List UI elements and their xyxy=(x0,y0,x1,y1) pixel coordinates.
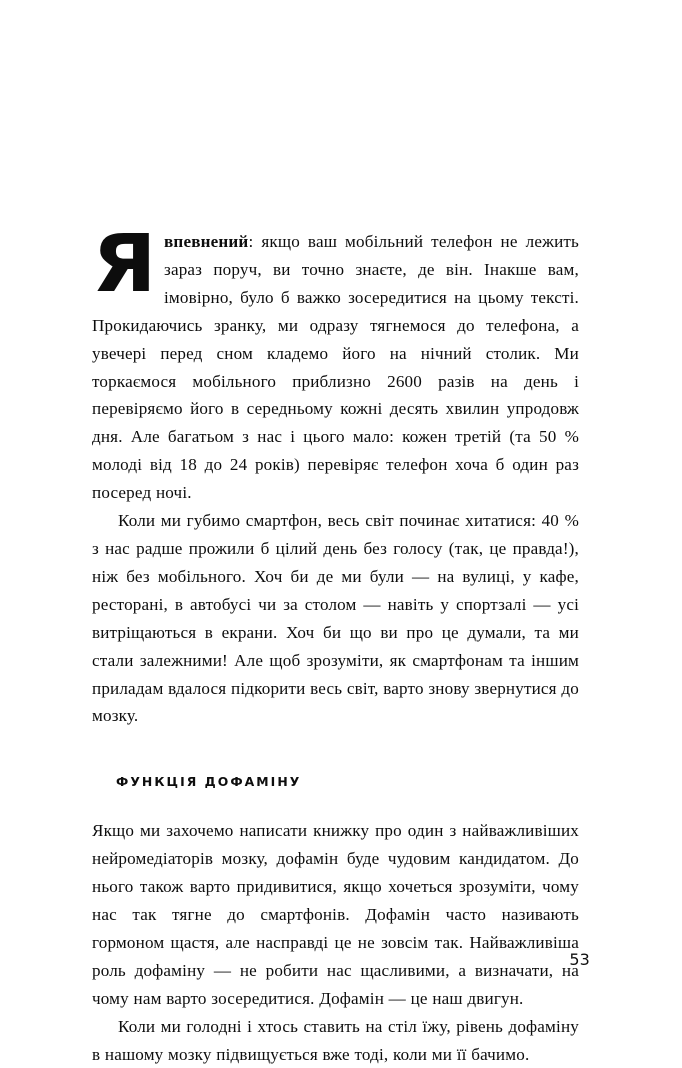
text-column xyxy=(92,218,579,1068)
paragraph-opening-text: : якщо ваш мобільний телефон не лежить зараз поруч, ви точно знаєте, де він. Інакше вам, імовірно, було б важко зосередитися на цьому тексті. Прокидаючись зранку, ми одразу тягнемося до телефона, а увечері перед сном кладемо його на нічний столик. Ми торкаємося мобільного приблизно 2600 разів на день і перевіряємо його в середньому кожні десять хвилин упродовж дня. Але багатьом з нас і цього мало: кожен третій (та 50 % молоді від 18 до 24 років) перевіряє телефон хоча б один раз посеред ночі. xyxy=(92,232,579,503)
heading-spacer-below xyxy=(92,789,579,817)
paragraph-hunger-dopamine: Коли ми голодні і хтось ставить на стіл їжу, рівень дофаміну в нашому мозку підвищується вже тоді, коли ми її бачимо. xyxy=(92,1016,579,1064)
drop-cap-letter: Я xyxy=(92,218,157,310)
paragraph-dopamine-intro: Якщо ми захочемо написати книжку про один з найважливіших нейромедіаторів мозку, дофамін буде чудовим кандидатом. До нього також варто придивитися, якщо хочеться зрозуміти, чому нас так тягне до смартфонів. Дофамін часто називають гормоном щастя, але насправді це не зовсім так. Найважливіша роль дофаміну — не робити нас щасливими, а визначати, на чому нам варто зосередитися. Дофамін — це наш двигун. xyxy=(92,821,579,1008)
lead-bold-word: впевнений xyxy=(164,232,249,251)
section-heading-dopamine-function: ФУНКЦІЯ ДОФАМІНУ xyxy=(116,774,302,790)
paragraph-losing-smartphone: Коли ми губимо смартфон, весь світ починає хитатися: 40 % з нас радше прожили б цілий день без голосу (так, це правда!), ніж без мобільного. Хоч би де ми були — на вулиці, у кафе, ресторані, в автобусі чи за столом — навіть у спортзалі — усі витріщаються в екрани. Хоч би що ви про це думали, та ми стали залежними! Але щоб зрозуміти, як смартфонам та іншим приладам вдалося підкорити весь світ, варто знову звернутися до мозку. xyxy=(92,511,579,726)
heading-spacer-above xyxy=(92,730,579,774)
page-number: 53 xyxy=(569,950,590,969)
paragraph-opening xyxy=(92,218,579,507)
